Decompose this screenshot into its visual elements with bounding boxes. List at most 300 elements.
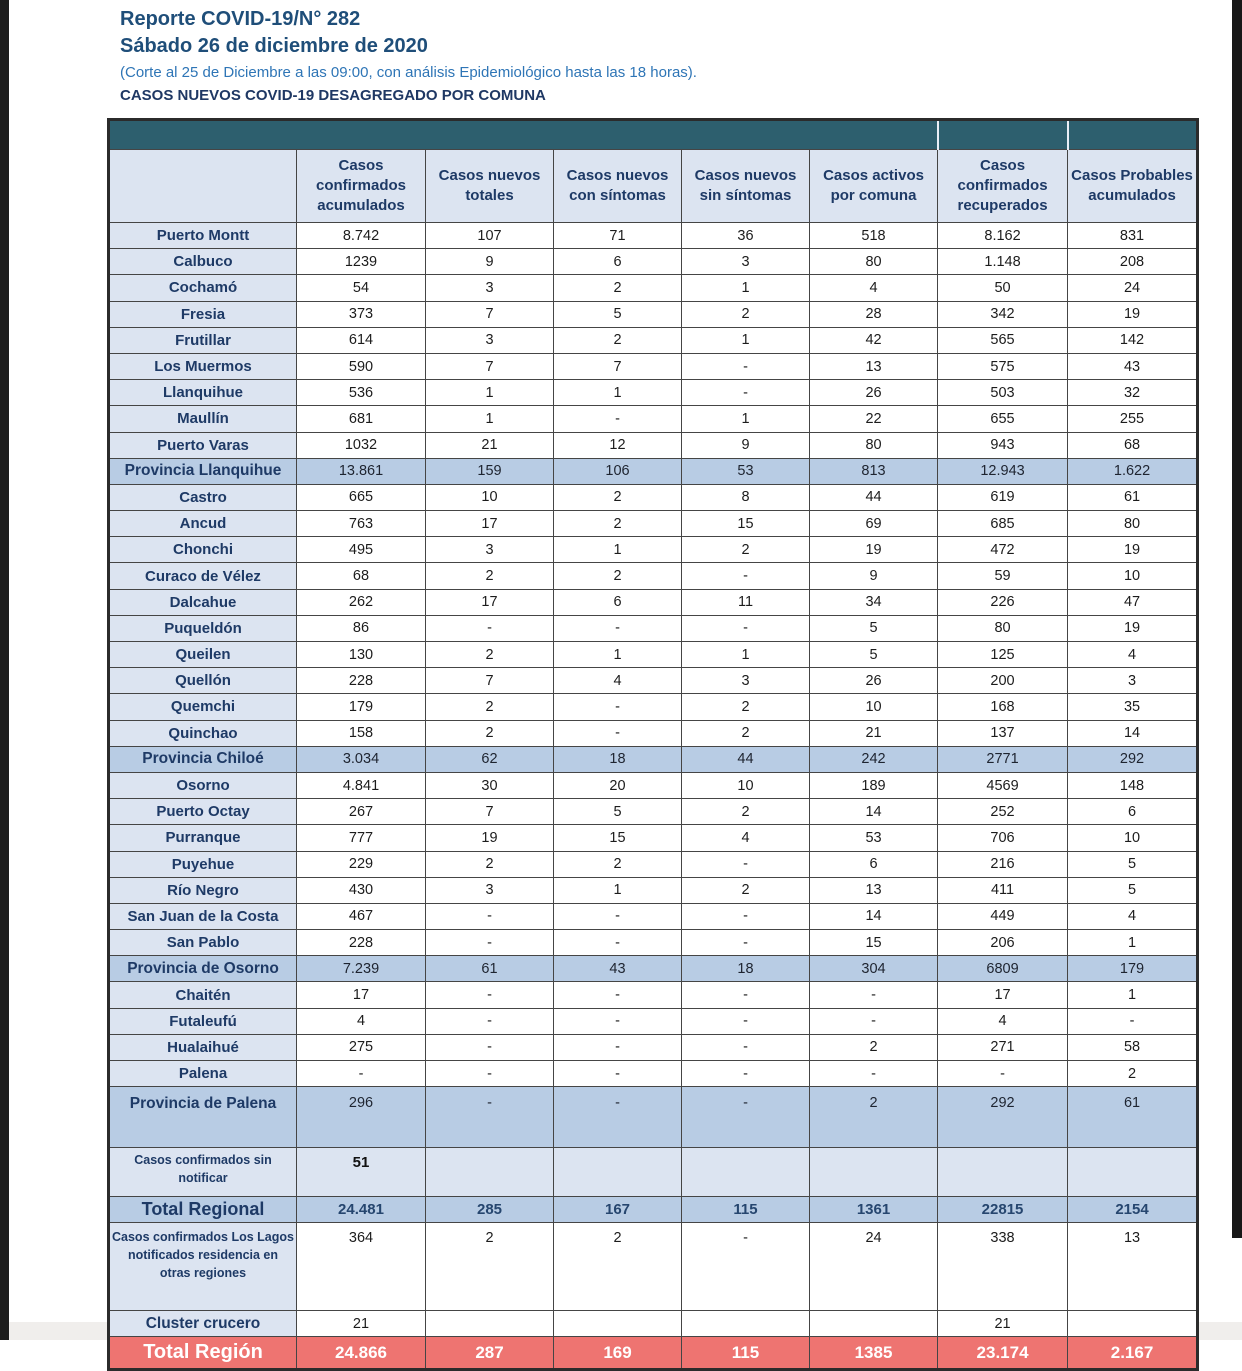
- row-label: Llanquihue: [109, 380, 297, 406]
- cell-value: 275: [297, 1034, 426, 1060]
- cell-value: 304: [810, 956, 938, 982]
- cell-value: 44: [810, 484, 938, 510]
- cell-value: 159: [426, 458, 554, 484]
- cell-value: -: [682, 1223, 810, 1311]
- row-label: Queilen: [109, 642, 297, 668]
- cell-value: 24.866: [297, 1337, 426, 1370]
- cell-value: 6: [810, 851, 938, 877]
- cell-value: 495: [297, 537, 426, 563]
- cell-value: 7: [426, 301, 554, 327]
- cell-value: 8.162: [938, 223, 1068, 249]
- page-title: Reporte COVID-19/N° 282: [120, 8, 361, 30]
- cell-value: 3: [426, 537, 554, 563]
- row-label: Provincia de Palena: [109, 1087, 297, 1148]
- cell-value: 3: [682, 249, 810, 275]
- cell-value: 2: [426, 1223, 554, 1311]
- column-header: Casos nuevos con síntomas: [554, 150, 682, 223]
- cell-value: -: [554, 1061, 682, 1087]
- cell-value: 6809: [938, 956, 1068, 982]
- cell-value: 61: [1068, 484, 1198, 510]
- cell-value: 2: [554, 275, 682, 301]
- table-row: [109, 353, 1198, 379]
- cell-value: 19: [810, 537, 938, 563]
- cell-value: 51: [297, 1148, 426, 1197]
- cell-value: 2771: [938, 746, 1068, 772]
- cell-value: 2: [554, 327, 682, 353]
- cell-value: 3: [426, 877, 554, 903]
- cell-value: 831: [1068, 223, 1198, 249]
- cell-value: 262: [297, 589, 426, 615]
- cell-value: 17: [426, 511, 554, 537]
- cell-value: -: [682, 563, 810, 589]
- cell-value: 216: [938, 851, 1068, 877]
- cell-value: 43: [1068, 353, 1198, 379]
- cell-value: 50: [938, 275, 1068, 301]
- table-row: [109, 223, 1198, 249]
- cell-value: 15: [810, 930, 938, 956]
- cell-value: 6: [554, 249, 682, 275]
- row-label: Palena: [109, 1061, 297, 1087]
- cell-value: 2: [682, 301, 810, 327]
- cell-value: 80: [810, 432, 938, 458]
- cell-value: 1: [682, 406, 810, 432]
- table-row: [109, 982, 1198, 1008]
- cell-value: 208: [1068, 249, 1198, 275]
- row-label: Fresia: [109, 301, 297, 327]
- row-label: Quinchao: [109, 720, 297, 746]
- cell-value: 4: [1068, 903, 1198, 929]
- table-row: [109, 537, 1198, 563]
- row-label: Puqueldón: [109, 615, 297, 641]
- cell-value: 21: [297, 1311, 426, 1337]
- cell-value: 4: [554, 668, 682, 694]
- cell-value: 4: [682, 825, 810, 851]
- column-header: Casos activos por comuna: [810, 150, 938, 223]
- cell-value: [554, 1311, 682, 1337]
- cell-value: 53: [682, 458, 810, 484]
- cell-value: -: [426, 930, 554, 956]
- cell-value: 22815: [938, 1197, 1068, 1223]
- table-row: [109, 1008, 1198, 1034]
- row-label: Puerto Octay: [109, 799, 297, 825]
- row-label: Curaco de Vélez: [109, 563, 297, 589]
- cell-value: 1: [554, 537, 682, 563]
- cell-value: [426, 1311, 554, 1337]
- cell-value: [682, 1148, 810, 1197]
- table-row: [109, 275, 1198, 301]
- cell-value: -: [810, 1061, 938, 1087]
- cell-value: 19: [426, 825, 554, 851]
- cell-value: -: [554, 1087, 682, 1148]
- cell-value: 472: [938, 537, 1068, 563]
- row-label: Frutillar: [109, 327, 297, 353]
- table-row: [109, 563, 1198, 589]
- cell-value: -: [682, 615, 810, 641]
- cell-value: 167: [554, 1197, 682, 1223]
- table-row: [109, 825, 1198, 851]
- row-label: Ancud: [109, 511, 297, 537]
- cell-value: 21: [938, 1311, 1068, 1337]
- cell-value: 13: [810, 353, 938, 379]
- cell-value: 2: [426, 563, 554, 589]
- cell-value: 430: [297, 877, 426, 903]
- cell-value: 5: [554, 799, 682, 825]
- table-row: [109, 720, 1198, 746]
- cell-value: 518: [810, 223, 938, 249]
- table-row: [109, 1197, 1198, 1223]
- table-header-row: [109, 150, 1198, 223]
- cell-value: 125: [938, 642, 1068, 668]
- row-label: Casos confirmados Los Lagos notificados residencia en otras regiones: [109, 1223, 297, 1311]
- row-label: San Juan de la Costa: [109, 903, 297, 929]
- cell-value: 15: [554, 825, 682, 851]
- cell-value: 565: [938, 327, 1068, 353]
- cell-value: 2: [426, 694, 554, 720]
- table-row: [109, 1148, 1198, 1197]
- cell-value: 4: [938, 1008, 1068, 1034]
- table-row: [109, 327, 1198, 353]
- table-row: [109, 746, 1198, 772]
- cell-value: 5: [1068, 877, 1198, 903]
- cell-value: 3: [1068, 668, 1198, 694]
- cell-value: 130: [297, 642, 426, 668]
- cell-value: -: [554, 982, 682, 1008]
- table-row: [109, 432, 1198, 458]
- cell-value: 4: [1068, 642, 1198, 668]
- table-row: [109, 1034, 1198, 1060]
- cell-value: 22: [810, 406, 938, 432]
- cell-value: -: [554, 694, 682, 720]
- cell-value: 292: [1068, 746, 1198, 772]
- cell-value: 68: [297, 563, 426, 589]
- cell-value: 44: [682, 746, 810, 772]
- cell-value: 1: [554, 380, 682, 406]
- cell-value: 242: [810, 746, 938, 772]
- table-row: [109, 642, 1198, 668]
- cell-value: 19: [1068, 301, 1198, 327]
- cell-value: 86: [297, 615, 426, 641]
- row-label: Chaitén: [109, 982, 297, 1008]
- cell-value: 21: [810, 720, 938, 746]
- cell-value: -: [554, 615, 682, 641]
- cell-value: 4: [297, 1008, 426, 1034]
- cell-value: -: [810, 1008, 938, 1034]
- cell-value: 338: [938, 1223, 1068, 1311]
- table-row: [109, 301, 1198, 327]
- table-row: [109, 1087, 1198, 1148]
- table-row: [109, 615, 1198, 641]
- cell-value: 115: [682, 1197, 810, 1223]
- cell-value: 7: [426, 668, 554, 694]
- cell-value: 189: [810, 772, 938, 798]
- cell-value: 1: [1068, 982, 1198, 1008]
- cell-value: 3: [426, 327, 554, 353]
- cell-value: 6: [1068, 799, 1198, 825]
- cell-value: 8: [682, 484, 810, 510]
- cell-value: 168: [938, 694, 1068, 720]
- cell-value: 4: [810, 275, 938, 301]
- cell-value: 2: [682, 799, 810, 825]
- cell-value: 169: [554, 1337, 682, 1370]
- cell-value: -: [426, 1034, 554, 1060]
- cell-value: 14: [1068, 720, 1198, 746]
- table-row: [109, 694, 1198, 720]
- cell-value: 503: [938, 380, 1068, 406]
- table-row: [109, 1311, 1198, 1337]
- cell-value: -: [554, 1034, 682, 1060]
- cell-value: 10: [1068, 825, 1198, 851]
- row-label: Quellón: [109, 668, 297, 694]
- cell-value: 1.148: [938, 249, 1068, 275]
- cell-value: 107: [426, 223, 554, 249]
- cell-value: 1: [682, 642, 810, 668]
- table-row: [109, 1223, 1198, 1311]
- cell-value: -: [297, 1061, 426, 1087]
- cell-value: [554, 1148, 682, 1197]
- cell-value: 10: [1068, 563, 1198, 589]
- column-header: Casos confirmados acumulados: [297, 150, 426, 223]
- cell-value: 206: [938, 930, 1068, 956]
- cell-value: 1239: [297, 249, 426, 275]
- cell-value: -: [682, 1087, 810, 1148]
- cell-value: 3.034: [297, 746, 426, 772]
- cell-value: 36: [682, 223, 810, 249]
- table-row: [109, 930, 1198, 956]
- column-header: Casos Probables acumulados: [1068, 150, 1198, 223]
- cell-value: 59: [938, 563, 1068, 589]
- cell-value: 24: [1068, 275, 1198, 301]
- table-row: [109, 458, 1198, 484]
- report-date: Sábado 26 de diciembre de 2020: [120, 35, 428, 57]
- cell-value: [810, 1148, 938, 1197]
- cell-value: 229: [297, 851, 426, 877]
- cell-value: 80: [938, 615, 1068, 641]
- column-header: Casos nuevos totales: [426, 150, 554, 223]
- table-row: [109, 799, 1198, 825]
- cell-value: 6: [554, 589, 682, 615]
- cell-value: [1068, 1311, 1198, 1337]
- cell-value: -: [682, 930, 810, 956]
- table-row: [109, 406, 1198, 432]
- cell-value: 17: [297, 982, 426, 1008]
- cell-value: 21: [426, 432, 554, 458]
- cell-value: -: [554, 930, 682, 956]
- cell-value: 18: [682, 956, 810, 982]
- row-label: Provincia de Osorno: [109, 956, 297, 982]
- cell-value: 9: [810, 563, 938, 589]
- cell-value: -: [682, 1034, 810, 1060]
- cell-value: 18: [554, 746, 682, 772]
- cell-value: 226: [938, 589, 1068, 615]
- cell-value: [682, 1311, 810, 1337]
- cell-value: 2: [554, 851, 682, 877]
- report-cutoff-note: (Corte al 25 de Diciembre a las 09:00, con análisis Epidemiológico hasta las 18 horas).: [120, 64, 697, 81]
- cell-value: -: [426, 903, 554, 929]
- cell-value: 26: [810, 668, 938, 694]
- cell-value: 373: [297, 301, 426, 327]
- document-header: [120, 6, 1120, 107]
- cell-value: 42: [810, 327, 938, 353]
- cell-value: 9: [682, 432, 810, 458]
- cell-value: 13: [810, 877, 938, 903]
- cell-value: 2: [682, 694, 810, 720]
- cell-value: 2: [682, 877, 810, 903]
- top-band-merged-cell: [109, 120, 938, 150]
- table-row: [109, 668, 1198, 694]
- cell-value: 1032: [297, 432, 426, 458]
- cell-value: 1: [554, 642, 682, 668]
- cell-value: 255: [1068, 406, 1198, 432]
- cell-value: 285: [426, 1197, 554, 1223]
- cell-value: 2: [682, 720, 810, 746]
- right-page-edge: [1232, 0, 1242, 1238]
- cell-value: 763: [297, 511, 426, 537]
- report-subtitle: CASOS NUEVOS COVID-19 DESAGREGADO POR COMUNA: [120, 86, 546, 104]
- cell-value: -: [682, 1061, 810, 1087]
- cell-value: 1361: [810, 1197, 938, 1223]
- cell-value: 10: [426, 484, 554, 510]
- cell-value: -: [426, 982, 554, 1008]
- row-label: Total Regional: [109, 1197, 297, 1223]
- cell-value: [1068, 1148, 1198, 1197]
- cell-value: -: [682, 903, 810, 929]
- cell-value: 685: [938, 511, 1068, 537]
- cell-value: 35: [1068, 694, 1198, 720]
- cell-value: 1: [554, 877, 682, 903]
- cell-value: 364: [297, 1223, 426, 1311]
- row-label: Total Región: [109, 1337, 297, 1370]
- row-label: Provincia Llanquihue: [109, 458, 297, 484]
- cell-value: 137: [938, 720, 1068, 746]
- cell-value: 252: [938, 799, 1068, 825]
- row-label: Puyehue: [109, 851, 297, 877]
- cell-value: 1.622: [1068, 458, 1198, 484]
- cell-value: 2: [554, 563, 682, 589]
- table-row: [109, 956, 1198, 982]
- cell-value: 3: [682, 668, 810, 694]
- cell-value: 2: [426, 720, 554, 746]
- table-row: [109, 484, 1198, 510]
- cell-value: 228: [297, 668, 426, 694]
- cell-value: 14: [810, 903, 938, 929]
- row-label: Castro: [109, 484, 297, 510]
- table-top-band: [109, 120, 1198, 150]
- cell-value: 296: [297, 1087, 426, 1148]
- cell-value: 47: [1068, 589, 1198, 615]
- cell-value: 575: [938, 353, 1068, 379]
- cell-value: -: [682, 982, 810, 1008]
- table-row: [109, 380, 1198, 406]
- cell-value: -: [426, 1008, 554, 1034]
- cell-value: -: [1068, 1008, 1198, 1034]
- cell-value: -: [554, 406, 682, 432]
- cell-value: 4569: [938, 772, 1068, 798]
- covid-table: [107, 118, 1199, 1371]
- top-band-cell: [1068, 120, 1198, 150]
- cell-value: 71: [554, 223, 682, 249]
- cell-value: 179: [1068, 956, 1198, 982]
- cell-value: 80: [810, 249, 938, 275]
- cell-value: 179: [297, 694, 426, 720]
- cell-value: -: [554, 903, 682, 929]
- cell-value: 271: [938, 1034, 1068, 1060]
- cell-value: 2: [1068, 1061, 1198, 1087]
- cell-value: 467: [297, 903, 426, 929]
- cell-value: 24: [810, 1223, 938, 1311]
- table-row: [109, 903, 1198, 929]
- cell-value: -: [426, 1061, 554, 1087]
- cell-value: 115: [682, 1337, 810, 1370]
- cell-value: 32: [1068, 380, 1198, 406]
- cell-value: 11: [682, 589, 810, 615]
- row-label: Cochamó: [109, 275, 297, 301]
- table-row: [109, 249, 1198, 275]
- cell-value: 619: [938, 484, 1068, 510]
- cell-value: 61: [426, 956, 554, 982]
- cell-value: 54: [297, 275, 426, 301]
- cell-value: -: [682, 353, 810, 379]
- cell-value: 287: [426, 1337, 554, 1370]
- cell-value: 5: [810, 642, 938, 668]
- cell-value: 24.481: [297, 1197, 426, 1223]
- row-label: San Pablo: [109, 930, 297, 956]
- cell-value: 200: [938, 668, 1068, 694]
- cell-value: 4.841: [297, 772, 426, 798]
- cell-value: 142: [1068, 327, 1198, 353]
- cell-value: 2: [426, 851, 554, 877]
- cell-value: 17: [426, 589, 554, 615]
- cell-value: -: [682, 851, 810, 877]
- cell-value: 228: [297, 930, 426, 956]
- cell-value: 158: [297, 720, 426, 746]
- table-row: [109, 877, 1198, 903]
- cell-value: 7: [426, 353, 554, 379]
- cell-value: 292: [938, 1087, 1068, 1148]
- table-row: [109, 1337, 1198, 1370]
- cell-value: 62: [426, 746, 554, 772]
- cell-value: 1: [682, 327, 810, 353]
- cell-value: 7.239: [297, 956, 426, 982]
- cell-value: 8.742: [297, 223, 426, 249]
- cell-value: 2: [426, 642, 554, 668]
- cell-value: 10: [682, 772, 810, 798]
- cell-value: 19: [1068, 615, 1198, 641]
- row-label: Calbuco: [109, 249, 297, 275]
- cell-value: 2.167: [1068, 1337, 1198, 1370]
- cell-value: 411: [938, 877, 1068, 903]
- cell-value: 2: [682, 537, 810, 563]
- cell-value: 2: [554, 1223, 682, 1311]
- cell-value: 80: [1068, 511, 1198, 537]
- cell-value: 2: [554, 511, 682, 537]
- cell-value: 5: [810, 615, 938, 641]
- cell-value: 5: [1068, 851, 1198, 877]
- cell-value: 449: [938, 903, 1068, 929]
- cell-value: 68: [1068, 432, 1198, 458]
- cell-value: 342: [938, 301, 1068, 327]
- cell-value: 58: [1068, 1034, 1198, 1060]
- cell-value: 20: [554, 772, 682, 798]
- cell-value: 2154: [1068, 1197, 1198, 1223]
- cell-value: 7: [426, 799, 554, 825]
- cell-value: 1: [426, 380, 554, 406]
- cell-value: 813: [810, 458, 938, 484]
- cell-value: 12: [554, 432, 682, 458]
- cell-value: 106: [554, 458, 682, 484]
- cell-value: 2: [554, 484, 682, 510]
- cell-value: 777: [297, 825, 426, 851]
- row-label: Puerto Varas: [109, 432, 297, 458]
